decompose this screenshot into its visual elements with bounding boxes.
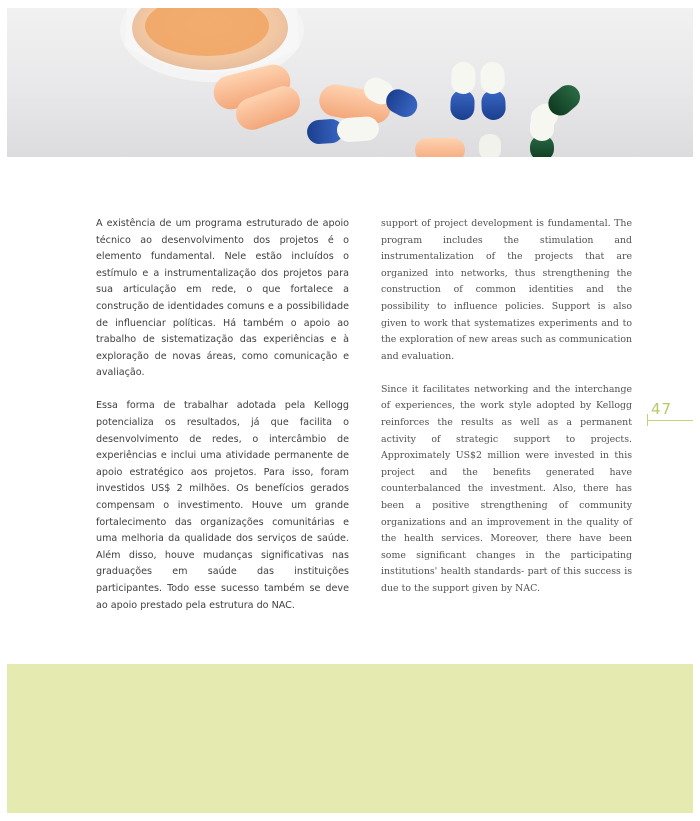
page-number-rule	[647, 420, 693, 421]
pills-illustration	[7, 8, 693, 157]
en-paragraph-1: support of project development is fundamental. The program includes the stimulation and instrumentalization of the projects that are organized into networks, thus strengthening the construction of common identities and the possibility to influence policies. Support is also given to work that systematizes experiments and to the exploration of new areas such as communication and evaluation.	[381, 218, 632, 362]
en-paragraph-2: Since it facilitates networking and the interchange of experiences, the work style adopted by Kellogg reinforces the results as well as a permanent activity of strategic support to projects. Approximately US$2 million were invested in this project and the benefits generated have counterbalanced the investment. Also, there has been a positive strengthening of community organizations and an improvement in the quality of the health services. Moreover, there have been some significant changes in the participating institutions' health standards- part of this success is due to the support given by NAC.	[381, 383, 632, 594]
pills-photo	[7, 8, 693, 157]
green-capsule-icon	[526, 80, 585, 157]
page-number: 47	[651, 400, 673, 418]
pt-paragraph-2: Essa forma de trabalhar adotada pela Kellogg potencializa os resultados, já que facilita o desenvolvimento de redes, o intercâmbio de experiências e inclui uma atividade permanente de apoio estratégico aos projetos. Para isso, foram investidos US$ 2 milhões. Os benefícios gerados compensam o investimento. Houve um grande fortalecimento das organizações comunitárias e uma melhoria da qualidade dos serviços de saúde. Além disso, houve mudanças significativas nas graduações em saúde das instituições participantes. Todo esse sucesso também se deve ao apoio prestado pela estrutura do NAC.	[96, 400, 349, 611]
footer-band	[7, 664, 693, 813]
portuguese-column	[96, 216, 349, 631]
english-column	[381, 216, 632, 614]
page-number-tick	[647, 414, 648, 426]
orange-tablet-icon	[210, 61, 465, 157]
pt-paragraph-1: A existência de um programa estruturado de apoio técnico ao desenvolvimento dos projetos é o elemento fundamental. Nele estão incluídos o estímulo e a instrumentalização dos projetos para sua articulação em rede, o que fortalece a construção de identidades comuns e a possibilidade de influenciar políticas. Há também o apoio ao trabalho de sistematização das experiências e à exploração de novas áreas, como comunicação e avaliação.	[96, 218, 349, 379]
